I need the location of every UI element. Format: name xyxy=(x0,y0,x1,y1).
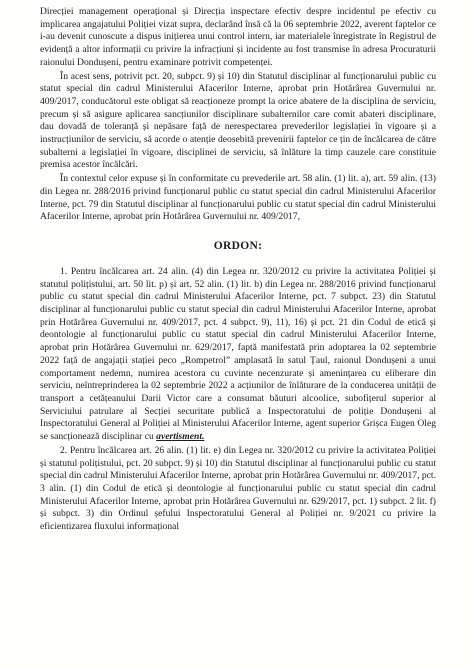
intro-paragraph-legal-basis: În acest sens, potrivit pct. 20, subpct. 9) și 10) din Statutul disciplinar al funcționarului public cu statut special din cadrul Ministerului Afacerilor Interne, aprobat prin Hotărârea Guvernului nr. 409/2017, conducătorul este obligat să reacționeze prompt la orice abatere de la disciplina de serviciu, precum și să asigure aplicarea sancțiunilor disciplinare subalternilor care comit abateri disciplinare, dau dovadă de toleranță și nepăsare față de nerespectarea prevederilor legislației în vigoare și a instrucțiunilor de serviciu, să acorde o atenție deosebită prevenirii faptelor ce țin de încălcarea de către subalterni a legislației în vigoare, disciplinei de serviciu, să înlăture la timp cauzele care constituie premisa acestor încălcări. xyxy=(40,70,436,171)
order-item-1 xyxy=(40,266,436,444)
order-item-2-number: 2. xyxy=(60,444,68,456)
order-item-1-number: 1. xyxy=(60,265,68,277)
order-item-1-sanction: avertisment. xyxy=(156,431,205,443)
order-item-1-text: Pentru încălcarea art. 24 alin. (4) din Legea nr. 320/2012 cu privire la activitatea Poliției și statutul polițistului, art. 50 lit. p) și art. 52 alin. (1) lit. b) din Legea nr. 288/2016 privind funcționarul public cu statut special din cadrul Ministerului Afacerilor Interne, pct. 7 subpct. 23) din Statutul disciplinar al funcționarului public cu statut special din cadrul Ministerului Afacerilor Interne, aprobat prin Hotărârea Guvernului nr. 409/2017, pct. 4 subpct. 9), 11), 16) și pct. 21 din Codul de etică și deontologie al funcționarului public cu statut special din cadrul Ministerului Afacerilor Interne, aprobat prin Hotărârea Guvernului nr. 629/2017, faptă manifestată prin adoptarea la 02 septembrie 2022 față de angajații stației peco „Rompetrol” amplasată în satul Țaul, raionul Dondușeni a unui comportament nedemn, numirea acestora cu cuvinte necenzurate și amenințarea cu eliberare din serviciu, neîntreprinderea la 02 septembrie 2022 a acțiunilor de înlăturare de la conducerea unității de transport a cetățeanului Darii Victor care a consumat băuturi alcoolice, subofițerul superior al Serviciului patrulare al Secției securitate publică a Inspectoratului de poliție Dondușeni al Inspectoratului General al Poliției al Ministerului Afacerilor Interne, agent superior Grișca Eugen Oleg se sancționează disciplinar cu xyxy=(40,265,436,443)
order-item-2-text: Pentru încălcarea art. 26 alin. (1) lit. e) din Legea nr. 320/2012 cu privire la activitatea Poliției și statutul polițistului, pct. 20 subpct. 9) și 10) din Statutul disciplinar al funcționarului public cu statut special din cadrul Ministerului Afacerilor Interne, aprobat prin Hotărârea Guvernului nr. 409/2017, pct. 3 alin. (1) din Codul de etică și deontologie al funcționarului public cu statut special din cadrul Ministerului Afacerilor Interne, aprobat prin Hotărârea Guvernului nr. 629/2017, pct. 1) subpct. 2 lit. f) și subpct. 3) din Ordinul șefului Inspectoratului General al Poliției nr. 9/2021 cu privire la eficientizarea fluxului informațional xyxy=(40,444,436,533)
order-item-2 xyxy=(40,445,436,534)
intro-paragraph-continuation: Direcției management operațional și Direcția inspectare efectiv despre incidentul pe efectiv cu implicarea angajatului Poliției vizat supra, declarând însă că la 06 septembrie 2022, averent faptelor ce i-au devenit cunoscute a dispus inițierea unui control intern, iar materialele înregistrate în Registrul de evidență a altor informații cu privire la infracțiuni și incidente au fost transmise în adresa Procuraturii raionului Dondușeni, pentru examinare potrivit competenței. xyxy=(40,6,436,68)
order-heading: ORDON: xyxy=(213,239,263,252)
intro-paragraph-conformity: În contextul celor expuse și în conformitate cu prevederile art. 58 alin. (1) lit. a), art. 59 alin. (13) din Legea nr. 288/2016 privind funcționarul public cu statut special din cadrul Ministerului Afacerilor Interne, pct. 79 din Statutul disciplinar al funcționarului public cu statut special din cadrul Ministerului Afacerilor Interne, aprobat prin Hotărârea Guvernului nr. 409/2017, xyxy=(40,173,436,223)
